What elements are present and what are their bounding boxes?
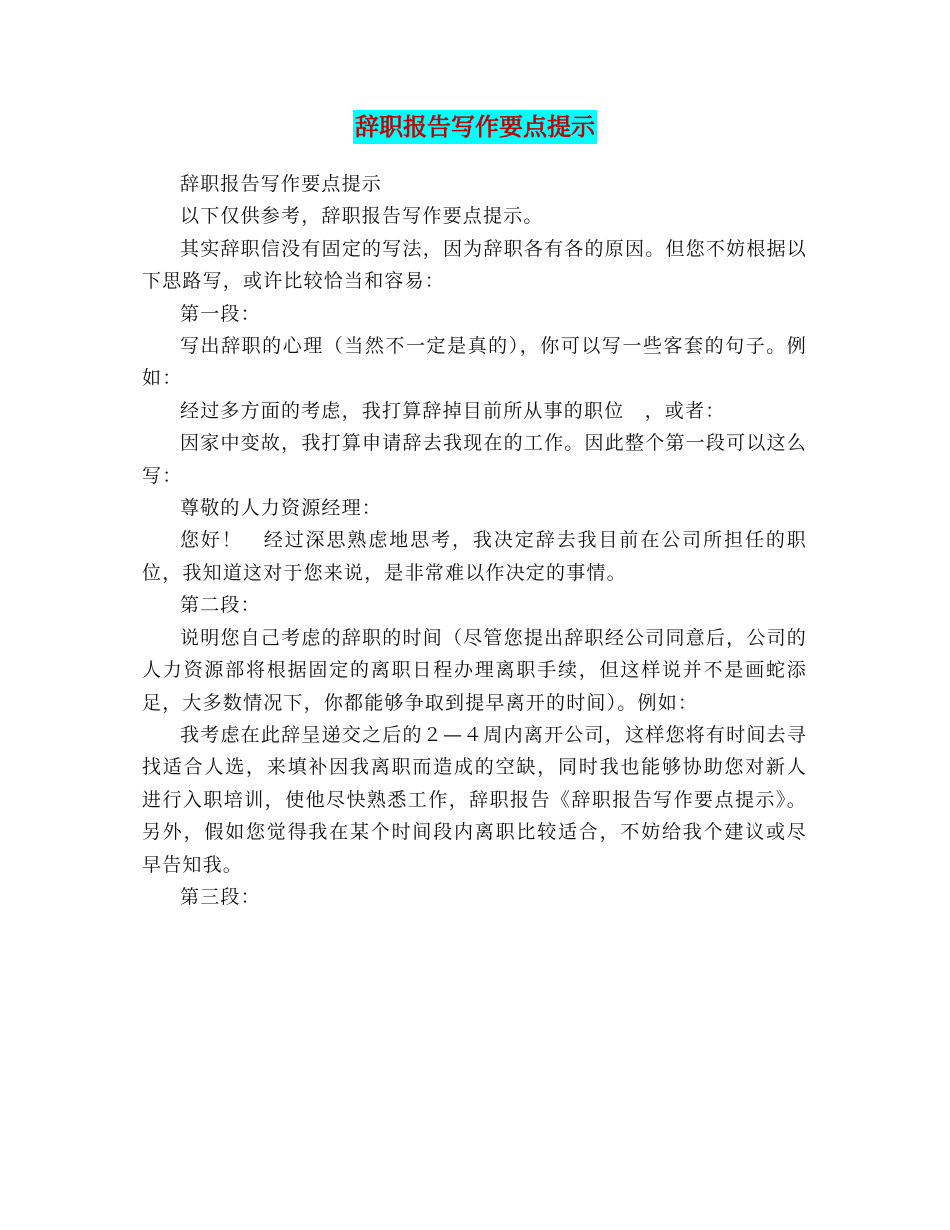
paragraph-first-guidance: 写出辞职的心理（当然不一定是真的），你可以写一些客套的句子。例如： — [142, 335, 807, 390]
paragraph-heading-repeat: 辞职报告写作要点提示 — [180, 173, 383, 195]
paragraph-reference-note: 以下仅供参考，辞职报告写作要点提示。 — [180, 205, 544, 228]
document-title: 辞职报告写作要点提示 — [353, 110, 597, 144]
paragraph-greeting: 您好！ 经过深思熟虑地思考，我决定辞去我目前在公司所担任的职位，我知道这对于您来说，是非常难以作决定的事情。 — [142, 529, 807, 584]
section-heading-first: 第一段： — [180, 302, 261, 325]
paragraph-example-one: 经过多方面的考虑，我打算辞掉目前所从事的职位 ，或者： — [180, 399, 726, 422]
paragraph-second-example: 我考虑在此辞呈递交之后的２—４周内离开公司，这样您将有时间去寻找适合人选，来填补因我离职而造成的空缺，同时我也能够协助您对新人进行入职培训，使他尽快熟悉工作，辞职报告《辞职报告写作要点提示》。另外，假如您觉得我在某个时间段内离职比较适合，不妨给我个建议或尽早告知我。 — [142, 723, 807, 876]
paragraph-second-guidance: 说明您自己考虑的辞职的时间（尽管您提出辞职经公司同意后，公司的人力资源部将根据固定的离职日程办理离职手续，但这样说并不是画蛇添足，大多数情况下，你都能够争取到提早离开的时间）。例如： — [142, 626, 807, 714]
section-heading-third: 第三段： — [180, 885, 261, 908]
paragraph-intro: 其实辞职信没有固定的写法，因为辞职各有各的原因。但您不妨根据以下思路写，或许比较恰当和容易： — [142, 237, 807, 293]
paragraph-salutation: 尊敬的人力资源经理： — [180, 497, 383, 520]
title-container — [0, 110, 950, 144]
paragraph-example-two: 因家中变故，我打算申请辞去我现在的工作。因此整个第一段可以这么写： — [142, 432, 807, 487]
section-heading-second: 第二段： — [180, 594, 261, 617]
document-body — [142, 168, 807, 913]
